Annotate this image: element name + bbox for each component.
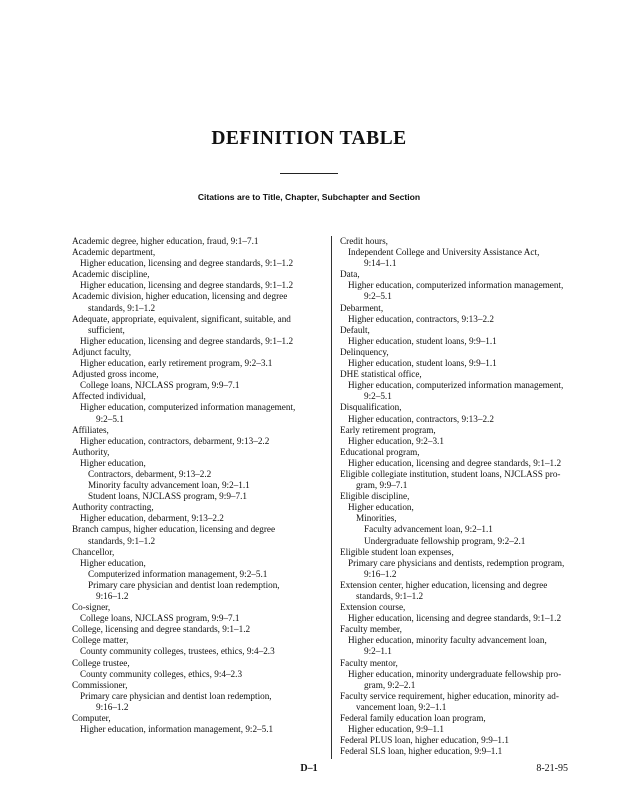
definition-citation: 9:16–1.2	[364, 568, 397, 579]
definition-citation: vancement loan, 9:2–1.1	[356, 701, 447, 712]
definition-citation: 9:16–1.2	[96, 701, 129, 712]
definition-citation: 9:2–5.1	[364, 391, 392, 402]
definition-citation: Higher education, contractors, 9:13–2.2	[348, 413, 494, 424]
definition-citation: Higher education, computerized information management,	[348, 380, 564, 391]
definition-term: Academic division, higher education, licensing and degree	[72, 291, 288, 302]
definition-citation: College loans, NJCLASS program, 9:9–7.1	[80, 613, 240, 624]
definition-term: Educational program,	[340, 446, 420, 457]
definition-term: Federal PLUS loan, higher education, 9:9–1.1	[340, 735, 509, 746]
definition-citation: County community colleges, ethics, 9:4–2.3	[80, 668, 243, 679]
definition-citation: gram, 9:9–7.1	[356, 480, 408, 491]
definition-term: Authority contracting,	[72, 502, 154, 513]
definition-citation: Higher education, licensing and degree standards, 9:1–1.2	[80, 280, 294, 291]
definition-citation: Higher education, licensing and degree standards, 9:1–1.2	[348, 457, 562, 468]
definition-term: Academic department,	[72, 247, 156, 258]
definition-term: Affiliates,	[72, 424, 109, 435]
page-number: D–1	[300, 763, 318, 774]
definition-citation: Higher education, student loans, 9:9–1.1	[348, 335, 497, 346]
definition-term: Faculty member,	[340, 624, 402, 635]
definition-term: Credit hours,	[340, 236, 388, 246]
definition-citation: Higher education,	[80, 457, 146, 468]
definition-citation: Higher education,	[348, 502, 414, 513]
definition-citation: Higher education, early retirement program, 9:2–3.1	[80, 358, 273, 369]
definition-citation: Higher education, minority faculty advancement loan,	[348, 635, 547, 646]
definition-citation: Primary care physicians and dentists, redemption program,	[348, 557, 565, 568]
definition-citation: Computerized information management, 9:2–5.1	[88, 568, 268, 579]
definition-term: Eligible discipline,	[340, 491, 410, 502]
definition-citation: Contractors, debarment, 9:13–2.2	[88, 468, 212, 479]
definition-citation: Higher education, information management, 9:2–5.1	[80, 724, 274, 735]
definition-term: College trustee,	[72, 657, 130, 668]
definition-citation: gram, 9:2–2.1	[364, 679, 416, 690]
definition-citation: sufficient,	[88, 324, 125, 335]
definition-term: Extension course,	[340, 602, 406, 613]
title-rule	[280, 173, 338, 174]
definition-citation: Primary care physician and dentist loan redemption,	[88, 579, 280, 590]
definition-term: Adjusted gross income,	[72, 369, 159, 380]
definition-citation: Higher education, computerized information management,	[80, 402, 296, 413]
definition-citation: Higher education, licensing and degree standards, 9:1–1.2	[80, 258, 294, 269]
page-title: DEFINITION TABLE	[211, 128, 407, 149]
column-divider	[331, 236, 332, 759]
definition-citation: standards, 9:1–1.2	[88, 535, 156, 546]
definition-citation: 9:14–1.1	[364, 258, 397, 269]
definition-term: Extension center, higher education, licensing and degree	[340, 579, 548, 590]
definition-term: Commissioner,	[72, 679, 128, 690]
definition-term: College matter,	[72, 635, 129, 646]
definition-citation: Higher education, debarment, 9:13–2.2	[80, 513, 224, 524]
definition-citation: Undergraduate fellowship program, 9:2–2.1	[364, 535, 526, 546]
definition-term: Federal family education loan program,	[340, 713, 486, 724]
definition-citation: Minorities,	[356, 513, 397, 524]
definition-term: Federal SLS loan, higher education, 9:9–1.1	[340, 746, 503, 757]
definition-citation: Faculty advancement loan, 9:2–1.1	[364, 524, 493, 535]
definition-term: Data,	[340, 269, 360, 280]
definition-term: Debarment,	[340, 302, 384, 313]
definition-term: Authority,	[72, 446, 110, 457]
definition-term: Early retirement program,	[340, 424, 436, 435]
definition-citation: Higher education, licensing and degree standards, 9:1–1.2	[348, 613, 562, 624]
definition-citation: 9:2–1.1	[364, 646, 392, 657]
revision-date: 8-21-95	[536, 763, 568, 774]
definition-citation: Higher education, 9:2–3.1	[348, 435, 444, 446]
definition-citation: County community colleges, trustees, ethics, 9:4–2.3	[80, 646, 275, 657]
definition-term: Co-signer,	[72, 602, 111, 613]
definition-term: Disqualification,	[340, 402, 402, 413]
definition-citation: Higher education, minority undergraduate fellowship pro-	[348, 668, 562, 679]
citation-note: Citations are to Title, Chapter, Subchapter and Section	[197, 192, 421, 202]
definition-term: Faculty mentor,	[340, 657, 398, 668]
definition-citation: Higher education, computerized information management,	[348, 280, 564, 291]
definition-citation: Student loans, NJCLASS program, 9:9–7.1	[88, 491, 247, 502]
definition-column-left	[72, 236, 324, 735]
definition-citation: Higher education, contractors, debarment, 9:13–2.2	[80, 435, 270, 446]
definition-term: Adequate, appropriate, equivalent, significant, suitable, and	[72, 313, 291, 324]
definition-term: Adjunct faculty,	[72, 346, 132, 357]
definition-term: DHE statistical office,	[340, 369, 422, 380]
definition-citation: Higher education, licensing and degree standards, 9:1–1.2	[80, 335, 294, 346]
definition-term: Faculty service requirement, higher education, minority ad-	[340, 690, 559, 701]
definition-citation: standards, 9:1–1.2	[356, 591, 424, 601]
definition-term: Academic discipline,	[72, 269, 150, 280]
definition-term: Default,	[340, 324, 370, 335]
definition-citation: standards, 9:1–1.2	[88, 302, 156, 313]
definition-column-right	[340, 236, 588, 757]
definition-citation: Higher education, contractors, 9:13–2.2	[348, 313, 494, 324]
definition-term: Eligible collegiate institution, student loans, NJCLASS pro-	[340, 468, 561, 479]
definition-term: Eligible student loan expenses,	[340, 546, 454, 557]
definition-citation: Higher education,	[80, 557, 146, 568]
definition-term: Academic degree, higher education, fraud, 9:1–7.1	[72, 236, 259, 246]
definition-citation: 9:2–5.1	[96, 413, 124, 424]
definition-term: Chancellor,	[72, 546, 115, 557]
definition-citation: Primary care physician and dentist loan redemption,	[80, 690, 272, 701]
definition-term: Affected individual,	[72, 391, 146, 402]
definition-citation: Minority faculty advancement loan, 9:2–1.1	[88, 480, 250, 491]
definition-term: Delinquency,	[340, 346, 389, 357]
definition-term: College, licensing and degree standards, 9:1–1.2	[72, 624, 251, 635]
definition-citation: College loans, NJCLASS program, 9:9–7.1	[80, 380, 240, 391]
definition-citation: Higher education, 9:9–1.1	[348, 724, 444, 735]
definition-citation: Independent College and University Assistance Act,	[348, 247, 540, 258]
definition-term: Branch campus, higher education, licensing and degree	[72, 524, 276, 535]
definition-citation: 9:2–5.1	[364, 291, 392, 302]
definition-citation: Higher education, student loans, 9:9–1.1	[348, 358, 497, 369]
definition-citation: 9:16–1.2	[96, 591, 129, 601]
definition-term: Computer,	[72, 713, 111, 724]
